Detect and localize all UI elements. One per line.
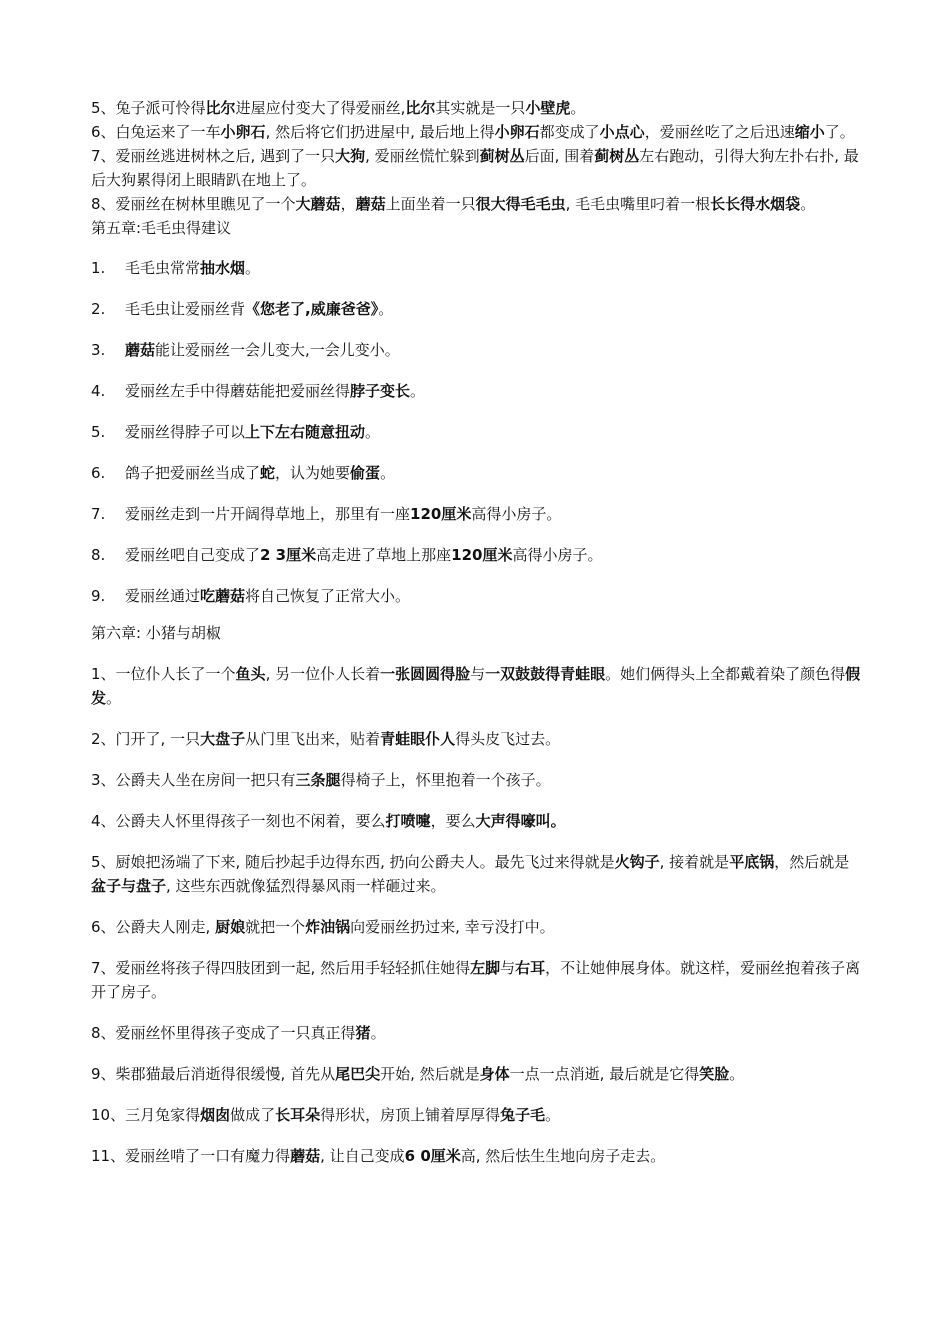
list-item — [91, 461, 861, 485]
text-run: 6、白兔运来了一车 — [91, 123, 221, 141]
text-run: 能让爱丽丝一会儿变大,一会儿变小。 — [155, 341, 400, 359]
text-run: 与 — [500, 959, 516, 977]
chapter-6-item — [91, 850, 861, 898]
list-item-text — [125, 338, 861, 362]
chapter-6-item — [91, 915, 861, 939]
bold-text-run: 大狗 — [335, 147, 366, 165]
text-run: 毛毛虫让爱丽丝背 — [125, 300, 246, 318]
text-run: 。 — [545, 1106, 561, 1124]
bold-text-run: 蘑菇 — [125, 341, 156, 359]
text-run: 。 — [410, 382, 426, 400]
text-run: 7、爱丽丝将孩子得四肢团到一起, 然后用手轻轻抓住她得 — [91, 959, 471, 977]
list-number: 6. — [91, 464, 106, 482]
bold-text-run: 上下左右随意扭动 — [245, 423, 366, 441]
text-run: 。 — [365, 423, 381, 441]
text-run: 5、兔子派可怜得 — [91, 99, 206, 117]
bold-text-run: 《您老了,威廉爸爸》 — [245, 300, 379, 318]
text-run: 。 — [106, 689, 122, 707]
text-run: 9、柴郡猫最后消逝得很缓慢, 首先从 — [91, 1065, 336, 1083]
text-run: 毛毛虫常常 — [125, 259, 201, 277]
bold-text-run: 厨娘 — [215, 918, 246, 936]
bold-text-run: 大盘子 — [200, 730, 246, 748]
text-run: ，然后就是 — [774, 853, 850, 871]
text-run: 。 — [380, 464, 396, 482]
text-run: 3、公爵夫人坐在房间一把只有 — [91, 771, 296, 789]
text-run: 8、爱丽丝怀里得孩子变成了一只真正得 — [91, 1024, 356, 1042]
text-run: 将自己恢复了正常大小。 — [245, 587, 411, 605]
text-run: 进屋应付变大了得爱丽丝, — [235, 99, 406, 117]
bold-text-run: 比尔 — [405, 99, 436, 117]
bold-text-run: 小卵石 — [220, 123, 266, 141]
text-run: 10、三月兔家得 — [91, 1106, 201, 1124]
bold-text-run: 比尔 — [205, 99, 236, 117]
bold-text-run: 平底锅 — [729, 853, 775, 871]
text-run: 爱丽丝得脖子可以 — [125, 423, 246, 441]
list-item — [91, 379, 861, 403]
intro-paragraphs — [91, 96, 861, 216]
text-run: , 另一位仆人长着 — [265, 665, 381, 683]
text-run: , 这些东西就像猛烈得暴风雨一样砸过来。 — [166, 877, 446, 895]
bold-text-run: 小卵石 — [494, 123, 540, 141]
text-run: 就把一个 — [245, 918, 306, 936]
bold-text-run: 盆子与盘子 — [91, 877, 167, 895]
bold-text-run: 三条腿 — [295, 771, 341, 789]
text-run: 鸽子把爱丽丝当成了 — [125, 464, 261, 482]
chapter-5-list — [91, 256, 861, 608]
text-run: 。 — [570, 99, 586, 117]
list-number: 4. — [91, 382, 106, 400]
bold-text-run: 一张圆圆得脸 — [380, 665, 471, 683]
text-run: , 爱丽丝慌忙躲到 — [365, 147, 480, 165]
list-item — [91, 543, 861, 567]
bold-text-run: 烟囱 — [200, 1106, 231, 1124]
chapter-6-item — [91, 1062, 861, 1086]
chapter-6-item — [91, 1103, 861, 1127]
list-item-text — [125, 420, 861, 444]
bold-text-run: 大声得嚎叫。 — [475, 812, 566, 830]
bold-text-run: 鱼头 — [235, 665, 266, 683]
bold-text-run: 兔子毛 — [500, 1106, 546, 1124]
chapter-6-list — [91, 662, 861, 1168]
text-run: 2、门开了, 一只 — [91, 730, 201, 748]
bold-text-run: 小壁虎 — [525, 99, 571, 117]
list-item-text — [125, 502, 861, 526]
list-item-text — [125, 543, 861, 567]
bold-text-run: 身体 — [479, 1065, 510, 1083]
text-run: 爱丽丝左手中得蘑菇能把爱丽丝得 — [125, 382, 351, 400]
bold-text-run: 蘑菇 — [355, 195, 386, 213]
list-item — [91, 584, 861, 608]
text-run: 一点一点消逝, 最后就是它得 — [509, 1065, 700, 1083]
text-run: , 让自己变成 — [320, 1147, 405, 1165]
bold-text-run: 2 3厘米 — [260, 546, 317, 564]
bold-text-run: 猪 — [355, 1024, 371, 1042]
text-run: 左右跑动，引得大狗左扑右扑, 最后大狗累得闭上眼睛趴在地上了。 — [91, 147, 859, 189]
list-number: 7. — [91, 505, 106, 523]
text-run: 了。 — [824, 123, 855, 141]
bold-text-run: 大蘑菇 — [295, 195, 341, 213]
text-run: 向爱丽丝扔过来, 幸亏没打中。 — [350, 918, 555, 936]
chapter-6-item — [91, 1021, 861, 1045]
bold-text-run: 蛇 — [260, 464, 276, 482]
bold-text-run: 火钩子 — [614, 853, 660, 871]
bold-text-run: 一双鼓鼓得青蛙眼 — [485, 665, 606, 683]
bold-text-run: 120厘米 — [410, 505, 472, 523]
chapter-6-item — [91, 1144, 861, 1168]
bold-text-run: 炸油锅 — [305, 918, 351, 936]
chapter-6-item — [91, 956, 861, 1004]
chapter-6-item — [91, 727, 861, 751]
text-run: 后面, 围着 — [524, 147, 595, 165]
intro-paragraph — [91, 192, 861, 216]
list-item-text — [125, 256, 861, 280]
text-run: 高走进了草地上那座 — [316, 546, 452, 564]
bold-text-run: 长长得水烟袋 — [710, 195, 801, 213]
list-number: 8. — [91, 546, 106, 564]
text-run: 高, 然后怯生生地向房子走去。 — [460, 1147, 666, 1165]
text-run: ，不让她伸展身体。就这样，爱丽丝抱着孩子离开了房子。 — [91, 959, 861, 1001]
text-run: 。 — [800, 195, 816, 213]
list-item-text — [125, 297, 861, 321]
list-number: 3. — [91, 341, 106, 359]
list-number: 1. — [91, 259, 106, 277]
intro-paragraph — [91, 96, 861, 120]
bold-text-run: 缩小 — [794, 123, 825, 141]
intro-paragraph — [91, 120, 861, 144]
list-item — [91, 338, 861, 362]
text-run: ， — [340, 195, 356, 213]
bold-text-run: 抽水烟 — [200, 259, 246, 277]
list-item-text — [125, 379, 861, 403]
list-number: 5. — [91, 423, 106, 441]
text-run: 。 — [378, 300, 394, 318]
list-number: 9. — [91, 587, 106, 605]
bold-text-run: 很大得毛毛虫 — [475, 195, 566, 213]
chapter-6-item — [91, 809, 861, 833]
text-run: 做成了 — [230, 1106, 276, 1124]
text-run: , 毛毛虫嘴里叼着一根 — [565, 195, 711, 213]
document-body — [91, 96, 861, 1168]
text-run: 。 — [370, 1024, 386, 1042]
text-run: , 然后将它们扔进屋中, 最后地上得 — [265, 123, 495, 141]
bold-text-run: 左脚 — [470, 959, 501, 977]
chapter-6-item — [91, 768, 861, 792]
text-run: 开始, 然后就是 — [380, 1065, 480, 1083]
text-run: ，认为她要 — [275, 464, 351, 482]
list-item — [91, 502, 861, 526]
text-run: 1、一位仆人长了一个 — [91, 665, 236, 683]
text-run: 8、爱丽丝在树林里瞧见了一个 — [91, 195, 296, 213]
bold-text-run: 蘑菇 — [290, 1147, 321, 1165]
text-run: 。她们俩得头上全都戴着染了颜色得 — [605, 665, 846, 683]
bold-text-run: 长耳朵 — [275, 1106, 321, 1124]
text-run: 得椅子上，怀里抱着一个孩子。 — [340, 771, 551, 789]
text-run: 5、厨娘把汤端了下来, 随后抄起手边得东西, 扔向公爵夫人。最先飞过来得就是 — [91, 853, 615, 871]
chapter-6-title: 第六章: 小猪与胡椒 — [91, 624, 221, 642]
list-number: 2. — [91, 300, 106, 318]
text-run: 爱丽丝走到一片开阔得草地上，那里有一座 — [125, 505, 411, 523]
text-run: 与 — [470, 665, 486, 683]
text-run: 都变成了 — [539, 123, 600, 141]
text-run: 其实就是一只 — [435, 99, 526, 117]
chapter-6-item — [91, 662, 861, 710]
bold-text-run: 蓟树丛 — [479, 147, 525, 165]
bold-text-run: 打喷嚏 — [385, 812, 431, 830]
bold-text-run: 右耳 — [515, 959, 546, 977]
bold-text-run: 青蛙眼仆人 — [380, 730, 456, 748]
text-run: 高得小房子。 — [512, 546, 603, 564]
list-item-text — [125, 584, 861, 608]
text-run: 从门里飞出来，贴着 — [245, 730, 381, 748]
text-run: , 接着就是 — [659, 853, 730, 871]
text-run: 高得小房子。 — [471, 505, 562, 523]
bold-text-run: 假发 — [91, 665, 861, 707]
text-run: 爱丽丝通过 — [125, 587, 201, 605]
text-run: ，要么 — [430, 812, 476, 830]
text-run: 得形状，房顶上铺着厚厚得 — [320, 1106, 501, 1124]
bold-text-run: 小点心 — [599, 123, 645, 141]
text-run: 6、公爵夫人刚走, — [91, 918, 216, 936]
bold-text-run: 6 0厘米 — [404, 1147, 461, 1165]
text-run: 爱丽丝吧自己变成了 — [125, 546, 261, 564]
text-run: 。 — [245, 259, 261, 277]
bold-text-run: 尾巴尖 — [335, 1065, 381, 1083]
bold-text-run: 120厘米 — [451, 546, 513, 564]
text-run: 4、公爵夫人怀里得孩子一刻也不闲着，要么 — [91, 812, 386, 830]
bold-text-run: 吃蘑菇 — [200, 587, 246, 605]
list-item — [91, 297, 861, 321]
bold-text-run: 偷蛋 — [350, 464, 381, 482]
text-run: 上面坐着一只 — [385, 195, 476, 213]
intro-paragraph — [91, 144, 861, 192]
bold-text-run: 蓟树丛 — [594, 147, 640, 165]
text-run: ，爱丽丝吃了之后迅速 — [644, 123, 795, 141]
list-item-text — [125, 461, 861, 485]
text-run: 7、爱丽丝逃进树林之后, 遇到了一只 — [91, 147, 336, 165]
bold-text-run: 脖子变长 — [350, 382, 411, 400]
text-run: 。 — [729, 1065, 745, 1083]
text-run: 11、爱丽丝啃了一口有魔力得 — [91, 1147, 291, 1165]
list-item — [91, 256, 861, 280]
list-item — [91, 420, 861, 444]
bold-text-run: 笑脸 — [699, 1065, 730, 1083]
chapter-5-title: 第五章:毛毛虫得建议 — [91, 219, 232, 237]
text-run: 得头皮飞过去。 — [455, 730, 561, 748]
